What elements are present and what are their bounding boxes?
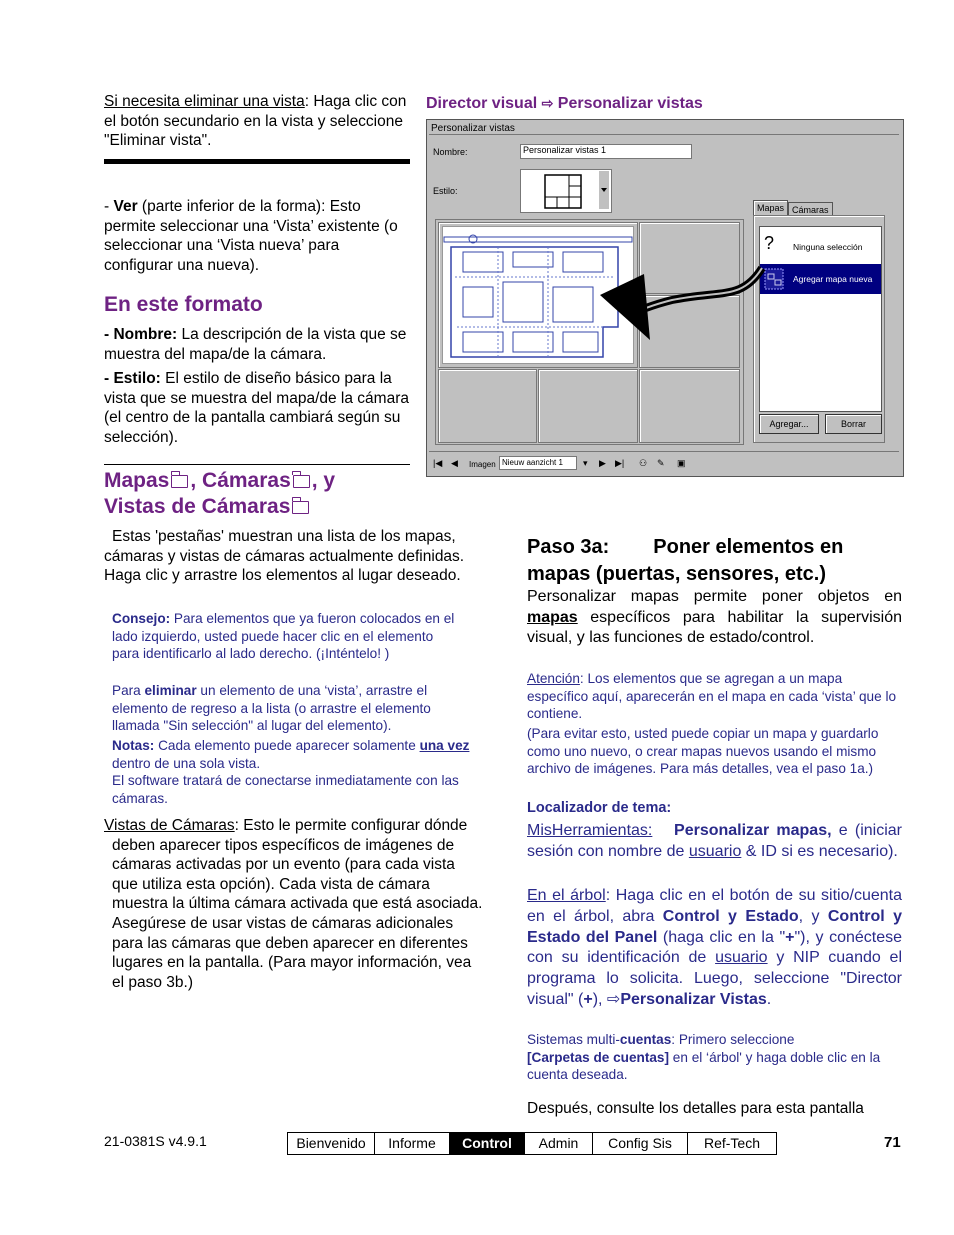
estilo-paragraph: - Estilo: El estilo de diseño básico para la vista que se muestra del mapa/de la cámara (el centro de la pantalla cambiará según su selección). (104, 370, 409, 446)
ver-paragraph: - Ver (parte inferior de la forma): Esto permite seleccionar una ‘Vista’ existente (o seleccionar una ‘Vista nueva’ para configurar una nueva). (104, 198, 398, 274)
list-item[interactable]: Ninguna selección (793, 242, 863, 252)
step-paragraph: Personalizar mapas permite poner objetos en mapas específicos para habilitar la supervisión visual, y las funciones de estado/control. (527, 588, 902, 646)
next-icon[interactable]: ▶ (599, 458, 606, 468)
breadcrumb (426, 93, 703, 114)
step-heading: Paso 3a: Poner elementos en mapas (puertas, sensores, etc.) (527, 536, 844, 585)
estilo-label: Estilo: (433, 186, 458, 196)
bottom-toolbar (431, 456, 899, 472)
despues-text: Después, consulte los detalles para esta pantalla (527, 1100, 864, 1117)
camera-cell[interactable] (438, 369, 537, 443)
nav-informe[interactable]: Informe (375, 1133, 450, 1154)
nav-bienvenido[interactable]: Bienvenido (288, 1133, 375, 1154)
last-icon[interactable]: ▶| (615, 458, 625, 468)
mis-herramientas-paragraph: MisHerramientas: Personalizar mapas, e (iniciar sesión con nombre de usuario & ID si es necesario). (527, 822, 902, 860)
thin-divider (104, 464, 410, 465)
consejo-note: Consejo: Para elementos que ya fueron colocados en el lado izquierdo, usted puede hacer clic en el elemento para identificarlo al lado derecho. (¡Inténtelo! ) (112, 611, 455, 662)
imagen-label: Imagen (469, 460, 496, 469)
estilo-label: Estilo: (113, 370, 161, 387)
breadcrumb-item[interactable]: Director visual (426, 95, 538, 112)
nav-ref-tech[interactable]: Ref-Tech (703, 1135, 761, 1151)
usuario-link[interactable]: usuario (715, 949, 768, 967)
usuario-link[interactable]: usuario (688, 842, 742, 860)
new-icon[interactable]: ▣ (677, 458, 686, 468)
nombre-label: Nombre: (113, 326, 178, 343)
list-item-selected[interactable]: Agregar mapa nueva (760, 264, 881, 294)
nombre-input[interactable]: Personalizar vistas 1 (520, 144, 692, 159)
prev-icon[interactable]: ◀ (451, 458, 458, 468)
vistas-camaras-link[interactable]: Vistas de Cámaras (104, 817, 235, 834)
tab-camaras[interactable]: Cámaras (788, 202, 833, 216)
mapas-link[interactable]: mapas (527, 608, 578, 626)
ver-label: Ver (113, 198, 138, 215)
question-icon: ? (764, 233, 775, 253)
layout-preview-icon (523, 170, 611, 212)
estilo-select[interactable] (520, 169, 612, 213)
nombre-label: Nombre: (433, 147, 468, 157)
tab-mapas[interactable]: Mapas (753, 200, 788, 216)
tabs-paragraph: Estas 'pestañas' muestran una lista de los mapas, cámaras y vistas de cámaras actualmente definidas. Haga clic y arrastre los elementos al lugar deseado. (104, 528, 465, 585)
intro-note (104, 92, 410, 151)
thick-divider (104, 159, 410, 164)
folder-icon (293, 475, 310, 488)
format-heading: En este formato (104, 293, 263, 316)
arbol-paragraph: En el árbol: Haga clic en el botón de su sitio/cuenta en el árbol, abra Control y Estado, y Control y Estado del Panel (haga clic en la "+"), y conéctese con su identificación de usuario y NIP cuando el programa lo solicita. Luego, seleccione "Director visual" (+), ⇨Personalizar Vistas. (527, 887, 903, 1008)
vistas-paragraph: Vistas de Cámaras: Esto le permite configurar dónde deben aparecer tipos específicos de imágenes de cámaras activadas por un evento (para cada vista que utiliza esta opción). Cada vista de cámara muestra la última cámara activada que está asociada. Asegúrese de usar vistas de cámaras adicionales para las cámaras que deben aparecer en diferentes lugares en la pantalla. (Para mayor información, vea el paso 3b.) (104, 817, 483, 991)
intro-text: : Haga clic con el botón secundario en la vista y seleccione "Eliminar vista". (104, 93, 407, 150)
camera-cell[interactable] (538, 369, 638, 443)
tab-bar (753, 200, 833, 215)
agregar-button[interactable]: Agregar... (759, 414, 819, 434)
arrow-right-icon: ⇨ (541, 95, 554, 111)
intro-link[interactable]: Si necesita eliminar una vista (104, 93, 305, 110)
eliminar-note: Para eliminar un elemento de una ‘vista’, arrastre el elemento de regreso a la lista (o arrastre el elemento llamada "Sin selección" al lugar del elemento). (112, 683, 431, 734)
nav-config-sis[interactable]: Config Sis (593, 1133, 688, 1154)
mis-herramientas-link[interactable]: MisHerramientas: (527, 822, 653, 839)
imagen-select[interactable]: Nieuw aanzicht 1 (499, 456, 577, 470)
localizador-label: Localizador de tema: (527, 800, 672, 816)
tabs-heading: Mapas , Cámaras , y Vistas de Cámaras (104, 469, 336, 518)
drag-arrow-icon (592, 260, 772, 360)
dropdown-icon[interactable]: ▾ (583, 458, 588, 468)
tools-icon[interactable]: ✎ (657, 458, 665, 468)
footer-nav (287, 1132, 777, 1155)
step-label: Paso 3a: (527, 536, 610, 558)
borrar-button[interactable]: Borrar (825, 414, 882, 434)
item-list (759, 226, 882, 412)
first-icon[interactable]: |◀ (433, 458, 443, 468)
window-title: Personalizar vistas (431, 123, 515, 134)
camera-cell[interactable] (639, 369, 740, 443)
folder-icon (171, 475, 188, 488)
app-screenshot (426, 119, 904, 477)
consejo-label: Consejo: (112, 611, 171, 626)
folder-icon (292, 501, 309, 514)
una-vez-link: una vez (419, 738, 470, 753)
evitar-note: (Para evitar esto, usted puede copiar un mapa y guardarlo como uno nuevo, o crear mapas nuevos usando el mismo archivo de imágenes. Para más detalles, vea el paso 1a.) (527, 726, 879, 777)
en-el-arbol-link[interactable]: En el árbol (527, 887, 606, 904)
multi-cuentas-note: Sistemas multi-cuentas: Primero seleccione [Carpetas de cuentas] en el ‘árbol' y haga doble clic en la cuenta deseada. (527, 1032, 881, 1083)
nombre-paragraph: - Nombre: La descripción de la vista que se muestra del mapa/de la cámara. (104, 326, 407, 363)
atencion-label: Atención (527, 671, 580, 686)
page-number: 71 (884, 1134, 901, 1151)
arrow-right-icon: ⇨ (606, 990, 621, 1008)
binoculars-icon[interactable]: ⚇ (639, 458, 648, 468)
breadcrumb-item[interactable]: Personalizar vistas (557, 95, 703, 112)
notas-note: Notas: Cada elemento puede aparecer solamente una vez dentro de una sola vista. El software tratará de conectarse inmediatamente con las cámaras. (112, 738, 470, 806)
nav-admin[interactable]: Admin (525, 1133, 593, 1154)
doc-id: 21-0381S v4.9.1 (104, 1133, 207, 1149)
nav-control[interactable]: Control (450, 1133, 525, 1154)
atencion-note: Atención: Los elementos que se agregan a un mapa específico aquí, aparecerán en el mapa en cada ‘vista’ que lo contiene. (527, 671, 897, 722)
